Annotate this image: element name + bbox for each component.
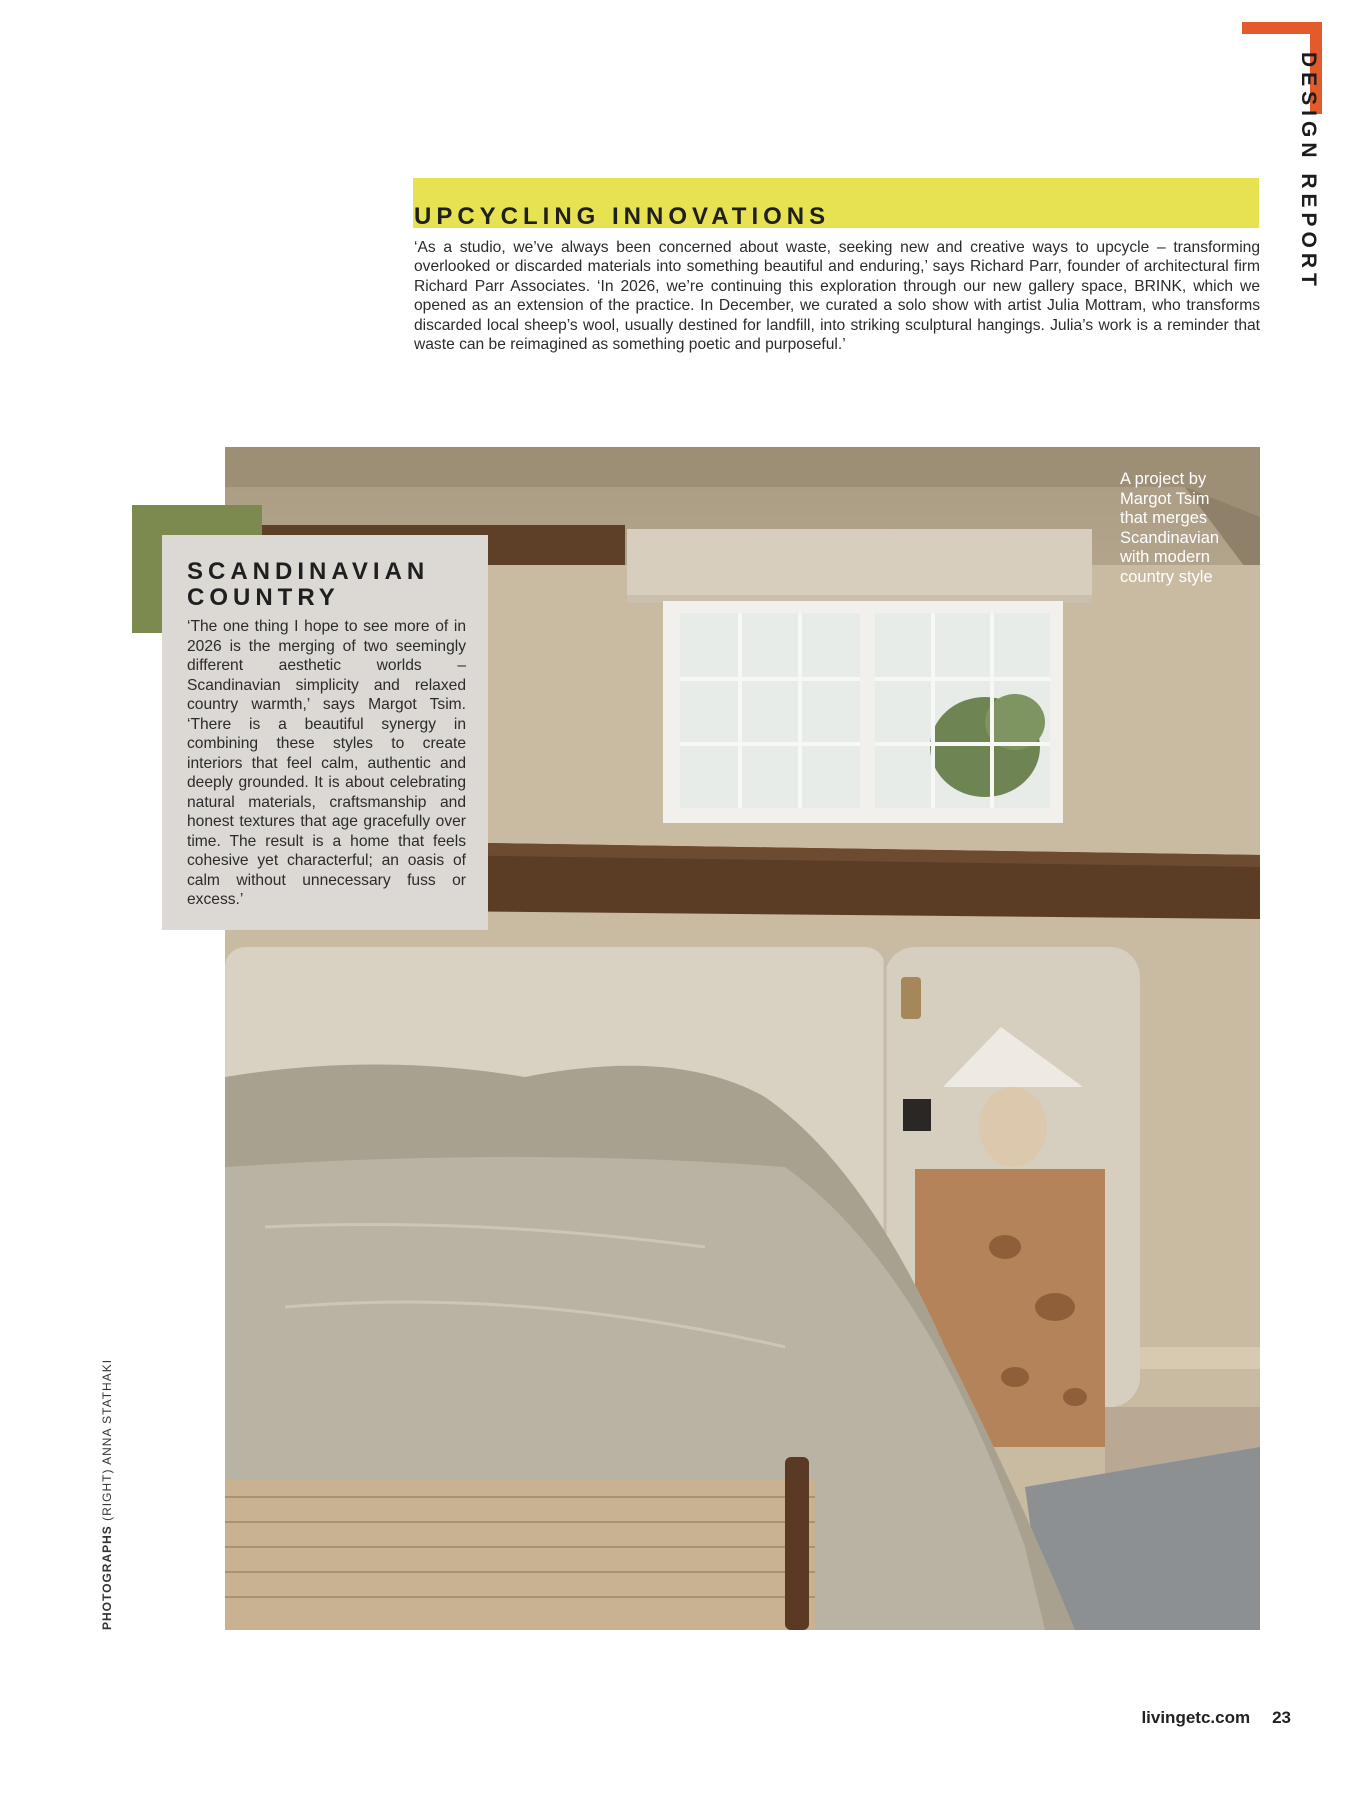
photo-caption: A project by Margot Tsim that merges Scandinavian with modern country style: [1120, 470, 1220, 586]
page-footer: [1141, 1708, 1291, 1728]
upcycling-body: ‘As a studio, we’ve always been concerned about waste, seeking new and creative ways to upcycle – transforming overlooked or discarded materials into something beautiful and enduring,’ says Richard Parr, founder of architectural firm Richard Parr Associates. ‘In 2026, we’re continuing this exploration through our new gallery space, BRINK, which we opened as an extension of the practice. In December, we curated a solo show with artist Julia Mottram, who transforms discarded local sheep’s wool, usually destined for landfill, into striking sculptural hangings. Julia’s work is a reminder that waste can be reimagined as something poetic and purposeful.’: [414, 239, 1260, 354]
footer-site: livingetc.com: [1141, 1708, 1251, 1727]
section-tag: DESIGN REPORT: [1297, 52, 1320, 291]
scandinavian-heading-line2: COUNTRY: [187, 584, 340, 611]
scandinavian-sidebar: [162, 535, 488, 930]
page-number: 23: [1272, 1708, 1291, 1727]
photo-credit: [100, 1359, 114, 1630]
upcycling-heading: UPCYCLING INNOVATIONS: [414, 203, 831, 230]
credit-label: PHOTOGRAPHS: [100, 1525, 114, 1630]
scandinavian-heading-line1: SCANDINAVIAN: [187, 558, 430, 585]
credit-detail: (RIGHT) ANNA STATHAKI: [100, 1358, 114, 1526]
scandinavian-heading: [187, 559, 466, 611]
scandinavian-body: ‘The one thing I hope to see more of in 2026 is the merging of two seemingly different aesthetic worlds – Scandinavian simplicity and relaxed country warmth,’ says Margot Tsim. ‘There is a beautiful synergy in combining these styles to create interiors that feel calm, authentic and deeply grounded. It is about celebrating natural materials, craftsmanship and honest textures that age gracefully over time. The result is a home that feels cohesive yet characterful; an oasis of calm without unnecessary fuss or excess.’: [187, 618, 466, 908]
